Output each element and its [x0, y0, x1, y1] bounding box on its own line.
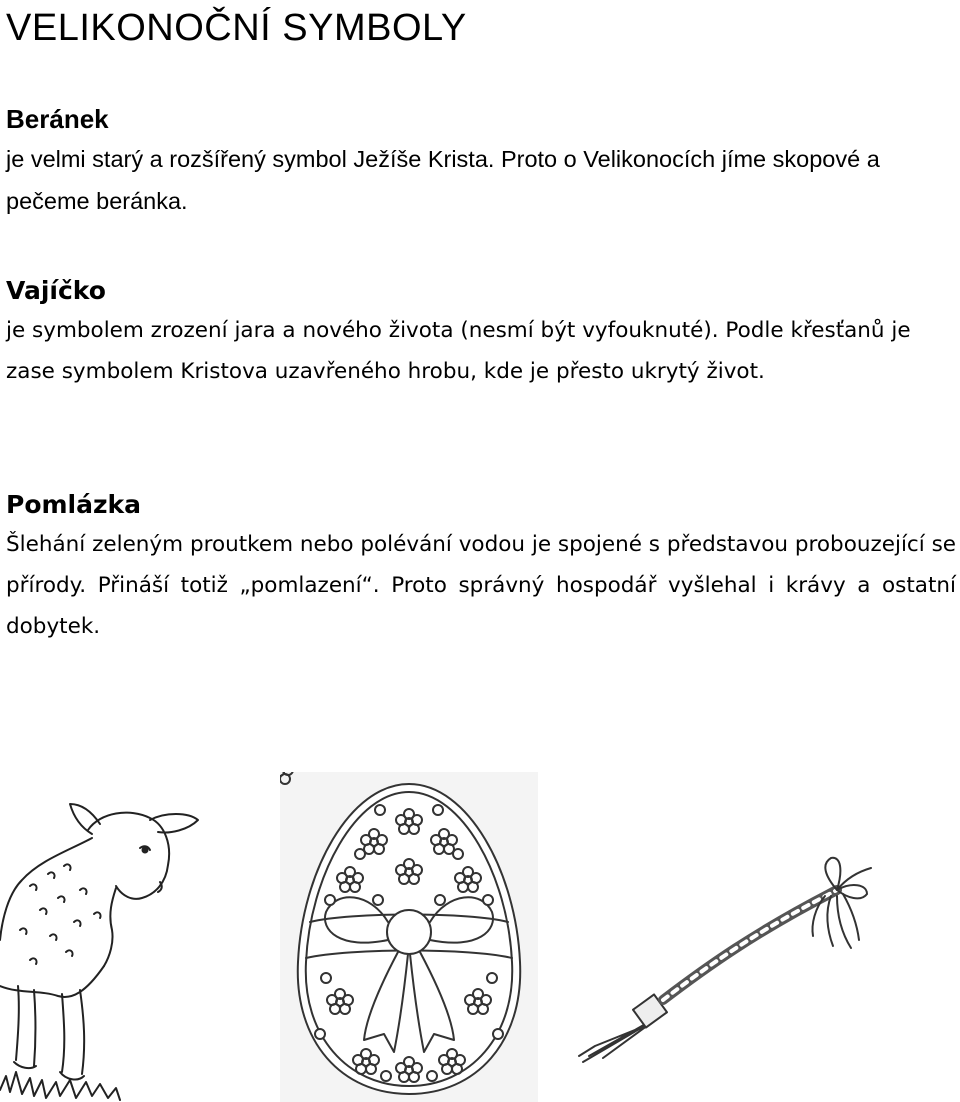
section-heading-beranek: Beránek — [6, 104, 109, 134]
section-text-vajicko: je symbolem zrození jara a nového života (nesmí být vyfouknuté). Podle křesťanů je zase symbolem Kristova uzavřeného hrobu, kde je přesto ukrytý život. — [6, 318, 911, 384]
section-heading-pomlazka: Pomlázka — [6, 490, 142, 519]
section-text-beranek: je velmi starý a rozšířený symbol Ježíše Krista. Proto o Velikonocích jíme skopové a pečeme beránka. — [6, 146, 880, 214]
easter-egg-drawing-icon — [280, 772, 538, 1102]
section-heading-vajicko: Vajíčko — [6, 276, 106, 305]
lamb-drawing-icon — [0, 790, 200, 1102]
section-vajicko — [6, 276, 956, 392]
section-beranek — [6, 104, 956, 222]
braided-whip-drawing-icon — [575, 850, 875, 1070]
section-pomlazka — [6, 490, 956, 647]
page-title: VELIKONOČNÍ SYMBOLY — [6, 7, 467, 49]
section-text-pomlazka: Šlehání zeleným proutkem nebo polévání vodou je spojené s představou probouzející se přírody. Přináší totiž „pomlazení“. Proto správný hospodář vyšlehal i krávy a ostatní dobytek. — [6, 532, 956, 639]
